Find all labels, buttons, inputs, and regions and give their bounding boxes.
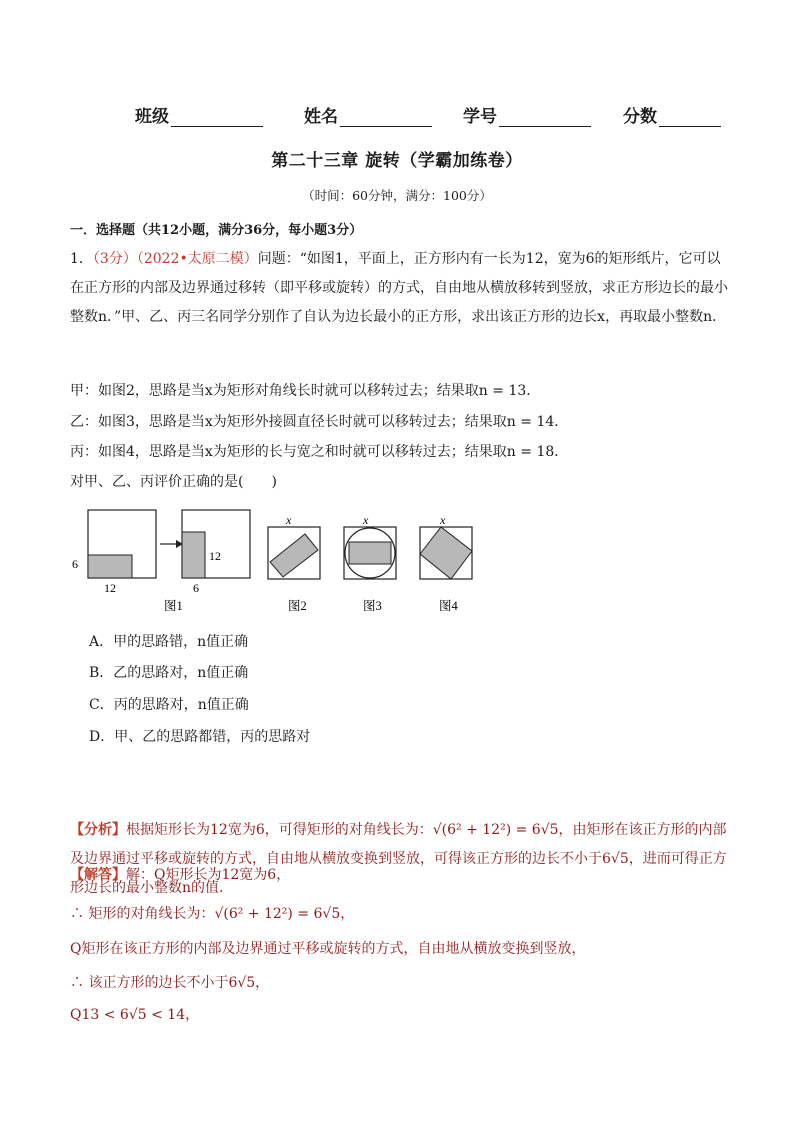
analysis-label: 【分析】: [70, 822, 126, 838]
option-b[interactable]: B．乙的思路对，n值正确: [89, 665, 249, 681]
fig4-rotated-rect: [420, 527, 472, 579]
id-blank: [499, 104, 591, 127]
class-field: 班级: [135, 102, 263, 127]
solution-line-5: Q13 < 6√5 < 14，: [70, 1007, 200, 1023]
analysis-value: 6√5: [602, 851, 629, 867]
question-1-stem: 1．（3分）（2022•太原二模）问题：“如图1，平面上，正方形内有一长为12，宽为6的矩形纸片，它可以在正方形的内部及边界通过移转（即平移或旋转）的方式，自由地从横放移转到竖放，求正方形边长的最小整数n．”甲、乙、丙三名同学分别作了自认为边长最小的正方形，求出该正方形的边长x，再取最小整数n．: [70, 251, 728, 325]
fig4-x-label: x: [440, 513, 446, 527]
option-a[interactable]: A．甲的思路错，n值正确: [89, 634, 249, 650]
fig3-caption: 图3: [363, 599, 382, 613]
id-field: 学号: [463, 102, 591, 127]
fig2-caption: 图2: [288, 599, 307, 613]
class-blank: [171, 104, 263, 127]
solution-line-3: Q矩形在该正方形的内部及边界通过平移或旋转的方式，自由地从横放变换到竖放，: [70, 941, 586, 957]
fig3-x-label: x: [363, 513, 369, 527]
solution-label: 【解答】: [70, 867, 126, 883]
analysis-block: 【分析】根据矩形长为12宽为6，可得矩形的对角线长为：√(6² + 12²) = 6√5，由矩形在该正方形的内部及边界通过平移或旋转的方式，自由地从横放变换到竖放，可得该正方形的边长不小于6√5，进而可得正方形边长的最小整数n的值.: [70, 822, 727, 896]
question-prompt: 对甲、乙、丙评价正确的是( ): [70, 474, 277, 490]
fig1-rect-vertical: [182, 532, 205, 578]
page-title: 第二十三章 旋转（学霸加练卷）: [271, 151, 523, 171]
analysis-formula: √(6² + 12²) = 6√5: [432, 822, 559, 838]
fig1b-label-6: 6: [193, 581, 199, 595]
page-subtitle: （时间：60分钟，满分：100分）: [302, 188, 492, 203]
solution-line-4: ∴ 该正方形的边长不小于6√5，: [70, 975, 270, 991]
bing-statement: 丙：如图4，思路是当x为矩形的长与宽之和时就可以移转过去；结果取n = 18．: [70, 444, 569, 460]
section-heading: 一．选择题（共12小题，满分36分，每小题3分）: [70, 223, 363, 238]
score-blank: [659, 104, 721, 127]
fig2-rotated-rect: [270, 534, 318, 577]
fig3-rect: [349, 542, 391, 564]
option-d[interactable]: D．甲、乙的思路都错，丙的思路对: [89, 729, 311, 745]
score-field: 分数: [623, 102, 721, 127]
question-figures: [60, 502, 480, 622]
name-blank: [340, 104, 432, 127]
yi-statement: 乙：如图3，思路是当x为矩形外接圆直径长时就可以移转过去；结果取n = 14．: [70, 414, 569, 430]
fig1-label-6: 6: [72, 557, 78, 571]
name-field: 姓名: [304, 102, 432, 127]
fig4-caption: 图4: [439, 599, 458, 613]
fig1-rect-horizontal: [88, 555, 132, 578]
jia-statement: 甲：如图2，思路是当x为矩形对角线长时就可以移转过去；结果取n = 13．: [70, 383, 541, 399]
fig1-label-12: 12: [104, 581, 116, 595]
fig1-caption: 图1: [164, 599, 183, 613]
fig2-x-label: x: [286, 513, 292, 527]
header-fields: [0, 102, 794, 132]
fig1b-label-12: 12: [209, 549, 221, 563]
option-c[interactable]: C．丙的思路对，n值正确: [89, 697, 249, 713]
solution-line-1: 【解答】解：Q矩形长为12宽为6，: [70, 867, 291, 883]
solution-line-2: ∴ 矩形的对角线长为：√(6² + 12²) = 6√5，: [70, 906, 355, 922]
